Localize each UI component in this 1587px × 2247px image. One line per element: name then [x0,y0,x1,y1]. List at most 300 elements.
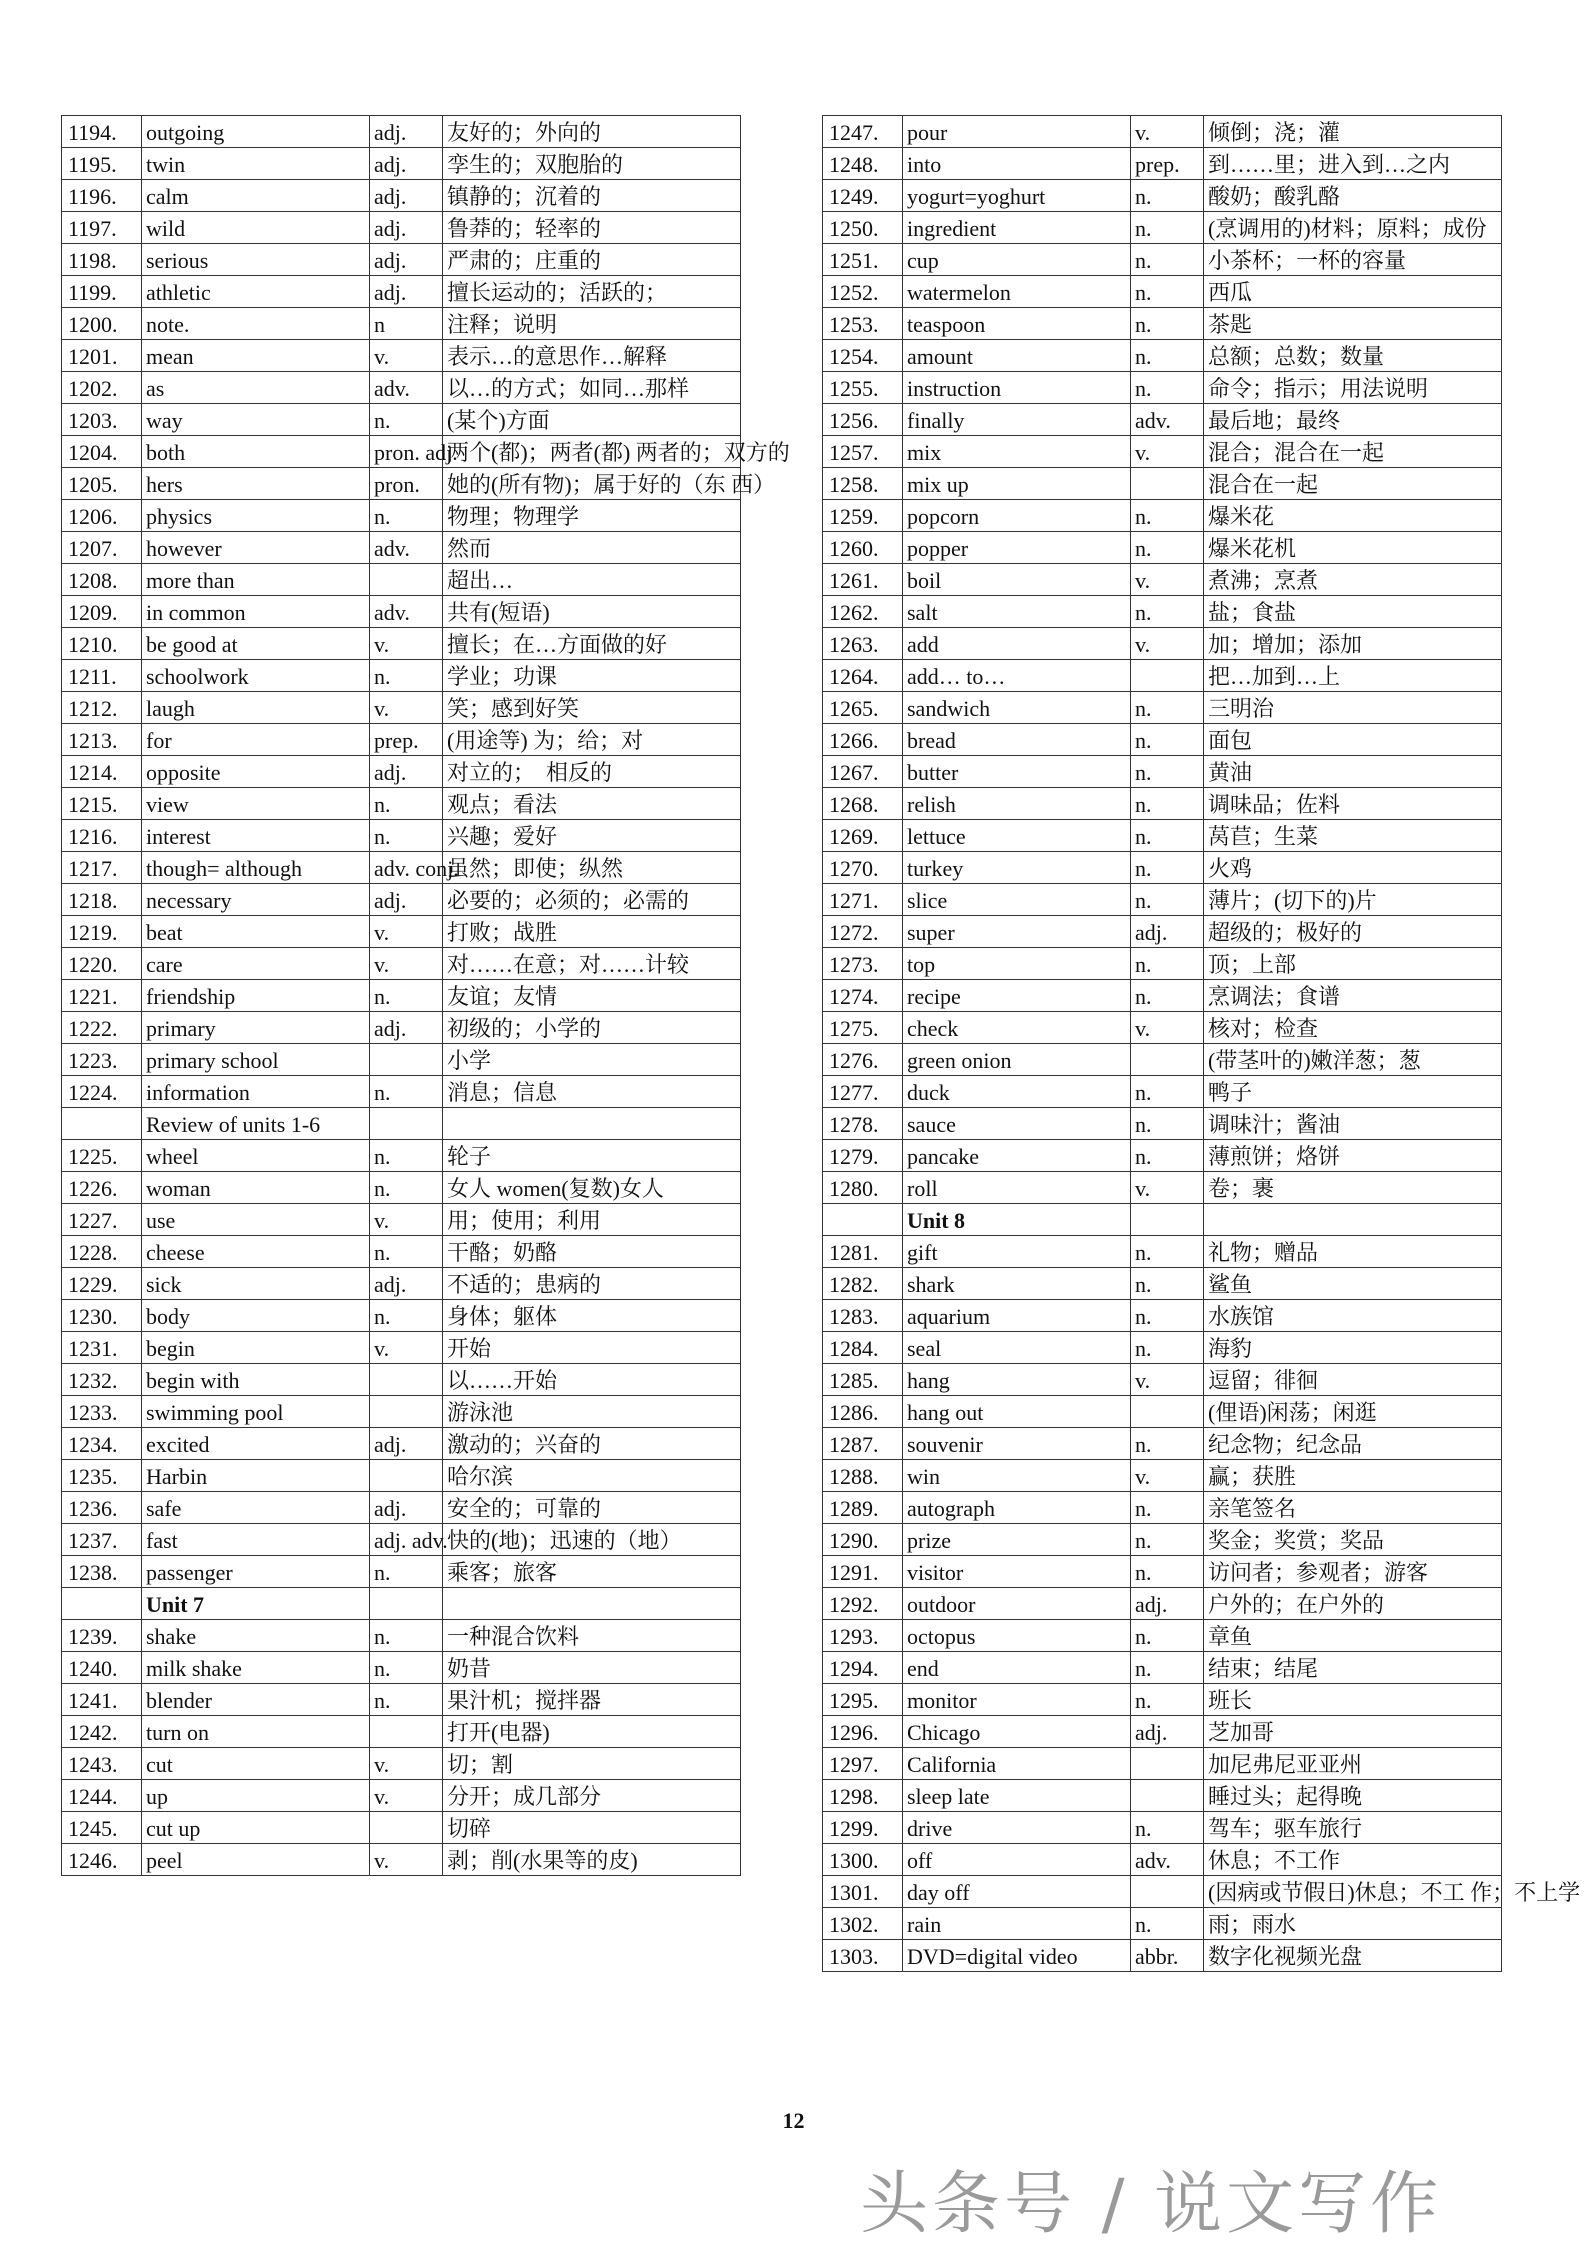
entry-part-of-speech: v. [370,628,443,660]
entry-meaning: 顶；上部 [1204,948,1502,980]
entry-meaning: 果汁机；搅拌器 [443,1684,741,1716]
entry-part-of-speech: adj. [370,244,443,276]
entry-number: 1290. [823,1524,903,1556]
entry-meaning: 以…的方式；如同…那样 [443,372,741,404]
entry-word: however [142,532,370,564]
entry-word: serious [142,244,370,276]
entry-word: salt [903,596,1131,628]
entry-meaning: (某个)方面 [443,404,741,436]
entry-number: 1199. [62,276,142,308]
table-row [62,1076,741,1108]
page-number: 12 [782,2108,805,2133]
table-row [62,1748,741,1780]
table-row [62,1012,741,1044]
entry-part-of-speech [1131,1204,1204,1236]
entry-word: souvenir [903,1428,1131,1460]
entry-word: rain [903,1908,1131,1940]
table-row [62,852,741,884]
entry-part-of-speech: v. [370,1844,443,1876]
entry-meaning: 鲨鱼 [1204,1268,1502,1300]
table-row [823,1044,1502,1076]
table-row [62,948,741,980]
table-row [823,1140,1502,1172]
entry-number: 1299. [823,1812,903,1844]
entry-number: 1235. [62,1460,142,1492]
entry-meaning: 核对；检查 [1204,1012,1502,1044]
table-row [62,276,741,308]
entry-word: California [903,1748,1131,1780]
entry-number: 1273. [823,948,903,980]
entry-word: schoolwork [142,660,370,692]
entry-word: begin with [142,1364,370,1396]
entry-part-of-speech: n. [1131,1108,1204,1140]
entry-word: finally [903,404,1131,436]
table-row [62,1684,741,1716]
table-row [823,372,1502,404]
entry-number: 1283. [823,1300,903,1332]
entry-meaning: 初级的；小学的 [443,1012,741,1044]
entry-part-of-speech: n. [1131,1812,1204,1844]
entry-meaning: 鲁莽的；轻率的 [443,212,741,244]
entry-meaning: 对……在意；对……计较 [443,948,741,980]
entry-part-of-speech: n. [1131,756,1204,788]
entry-meaning: (俚语)闲荡；闲逛 [1204,1396,1502,1428]
entry-part-of-speech: n. [1131,1524,1204,1556]
entry-word: calm [142,180,370,212]
entry-part-of-speech: abbr. [1131,1940,1204,1972]
entry-word: outdoor [903,1588,1131,1620]
entry-word: athletic [142,276,370,308]
entry-number: 1209. [62,596,142,628]
entry-word: Harbin [142,1460,370,1492]
entry-number: 1285. [823,1364,903,1396]
table-row [823,1908,1502,1940]
entry-meaning: 最后地；最终 [1204,404,1502,436]
entry-part-of-speech: adj. [370,1492,443,1524]
entry-word: butter [903,756,1131,788]
entry-word: turkey [903,852,1131,884]
table-row [823,500,1502,532]
entry-number: 1254. [823,340,903,372]
entry-part-of-speech: n. [1131,1908,1204,1940]
entry-word: fast [142,1524,370,1556]
entry-part-of-speech: n. [1131,340,1204,372]
table-row [823,660,1502,692]
entry-number: 1264. [823,660,903,692]
table-row [62,148,741,180]
entry-meaning [1204,1204,1502,1236]
entry-number: 1232. [62,1364,142,1396]
table-row [823,628,1502,660]
entry-meaning: 注释；说明 [443,308,741,340]
entry-part-of-speech: n. [1131,724,1204,756]
entry-meaning: 友谊；友情 [443,980,741,1012]
entry-part-of-speech: n. [1131,1236,1204,1268]
entry-number: 1233. [62,1396,142,1428]
entry-meaning: 纪念物；纪念品 [1204,1428,1502,1460]
entry-part-of-speech: adv. [1131,1844,1204,1876]
entry-word: use [142,1204,370,1236]
section-heading-row [823,1204,1502,1236]
table-row [823,1524,1502,1556]
entry-word: aquarium [903,1300,1131,1332]
entry-meaning: 户外的；在户外的 [1204,1588,1502,1620]
entry-part-of-speech: n. [1131,1492,1204,1524]
entry-part-of-speech [1131,468,1204,500]
table-row [62,1044,741,1076]
entry-number: 1247. [823,116,903,148]
entry-word: gift [903,1236,1131,1268]
table-row [62,1300,741,1332]
entry-word: as [142,372,370,404]
entry-word: note. [142,308,370,340]
entry-part-of-speech: n. [1131,1684,1204,1716]
table-row [62,1652,741,1684]
entry-meaning: 严肃的；庄重的 [443,244,741,276]
entry-number: 1270. [823,852,903,884]
entry-word: pancake [903,1140,1131,1172]
entry-number: 1222. [62,1012,142,1044]
entry-meaning: 休息；不工作 [1204,1844,1502,1876]
entry-meaning: 三明治 [1204,692,1502,724]
entry-part-of-speech: n. [1131,1268,1204,1300]
entry-part-of-speech: adj. adv. [370,1524,443,1556]
entry-word: add [903,628,1131,660]
table-row [823,1460,1502,1492]
entry-part-of-speech: prep. [370,724,443,756]
entry-part-of-speech: adj. [370,148,443,180]
entry-meaning: 把…加到…上 [1204,660,1502,692]
entry-part-of-speech: n. [1131,1332,1204,1364]
table-row [823,1332,1502,1364]
entry-part-of-speech: adj. [1131,1716,1204,1748]
entry-word: mean [142,340,370,372]
table-row [62,884,741,916]
entry-part-of-speech: n. [1131,596,1204,628]
entry-number: 1302. [823,1908,903,1940]
entry-meaning: 海豹 [1204,1332,1502,1364]
entry-number: 1228. [62,1236,142,1268]
entry-number: 1202. [62,372,142,404]
entry-number: 1267. [823,756,903,788]
entry-word: cut up [142,1812,370,1844]
entry-meaning: (带茎叶的)嫩洋葱；葱 [1204,1044,1502,1076]
entry-word: laugh [142,692,370,724]
entry-word: instruction [903,372,1131,404]
table-row [823,1364,1502,1396]
entry-word: Unit 8 [903,1204,1131,1236]
table-row [62,788,741,820]
table-row [823,1588,1502,1620]
entry-meaning: 以……开始 [443,1364,741,1396]
table-row [823,340,1502,372]
entry-part-of-speech [1131,1396,1204,1428]
entry-number [62,1588,142,1620]
entry-part-of-speech: adj. [370,756,443,788]
entry-part-of-speech: n. [1131,1300,1204,1332]
entry-part-of-speech: adv. conj. [370,852,443,884]
entry-word: boil [903,564,1131,596]
entry-number: 1245. [62,1812,142,1844]
entry-number: 1303. [823,1940,903,1972]
entry-number: 1261. [823,564,903,596]
table-row [62,1460,741,1492]
entry-part-of-speech: v. [370,340,443,372]
entry-number: 1277. [823,1076,903,1108]
entry-number: 1206. [62,500,142,532]
table-row [62,244,741,276]
entry-meaning: 超级的；极好的 [1204,916,1502,948]
entry-number: 1243. [62,1748,142,1780]
entry-part-of-speech: v. [370,692,443,724]
entry-number: 1296. [823,1716,903,1748]
entry-part-of-speech: n. [370,1140,443,1172]
table-row [823,884,1502,916]
table-row [823,116,1502,148]
entry-word: mix up [903,468,1131,500]
table-row [823,1012,1502,1044]
table-row [823,1300,1502,1332]
entry-part-of-speech [370,1812,443,1844]
entry-word: safe [142,1492,370,1524]
entry-meaning: 爆米花机 [1204,532,1502,564]
entry-number: 1213. [62,724,142,756]
entry-word: sandwich [903,692,1131,724]
table-row [823,1652,1502,1684]
entry-part-of-speech: adj. [370,180,443,212]
table-row [823,468,1502,500]
entry-meaning: 奶昔 [443,1652,741,1684]
entry-word: shark [903,1268,1131,1300]
entry-number: 1265. [823,692,903,724]
entry-number: 1223. [62,1044,142,1076]
entry-part-of-speech: adj. [370,1268,443,1300]
entry-meaning: 笑；感到好笑 [443,692,741,724]
entry-word: super [903,916,1131,948]
entry-part-of-speech [370,1364,443,1396]
entry-word: view [142,788,370,820]
entry-meaning: 对立的； 相反的 [443,756,741,788]
entry-number: 1242. [62,1716,142,1748]
entry-word: popcorn [903,500,1131,532]
entry-word: wheel [142,1140,370,1172]
table-row [62,532,741,564]
entry-meaning: 女人 women(复数)女人 [443,1172,741,1204]
entry-part-of-speech: adj. [370,1012,443,1044]
entry-meaning: 友好的；外向的 [443,116,741,148]
entry-meaning: 必要的；必须的；必需的 [443,884,741,916]
table-row [62,596,741,628]
entry-word: in common [142,596,370,628]
entry-word: mix [903,436,1131,468]
entry-word: hang [903,1364,1131,1396]
entry-meaning [443,1108,741,1140]
entry-number: 1300. [823,1844,903,1876]
entry-part-of-speech: n. [1131,852,1204,884]
entry-number: 1255. [823,372,903,404]
table-row [62,1236,741,1268]
entry-part-of-speech: n. [1131,212,1204,244]
entry-number: 1282. [823,1268,903,1300]
entry-meaning: 雨；雨水 [1204,1908,1502,1940]
table-row [823,1396,1502,1428]
entry-number: 1201. [62,340,142,372]
entry-part-of-speech: adj. [1131,1588,1204,1620]
entry-meaning: 兴趣；爱好 [443,820,741,852]
entry-word: octopus [903,1620,1131,1652]
table-row [62,1108,741,1140]
table-row [823,148,1502,180]
table-row [823,596,1502,628]
entry-part-of-speech: v. [370,916,443,948]
entry-meaning: 调味品；佐料 [1204,788,1502,820]
entry-part-of-speech [370,1716,443,1748]
entry-number: 1284. [823,1332,903,1364]
entry-part-of-speech: n. [370,1620,443,1652]
entry-meaning: 混合在一起 [1204,468,1502,500]
entry-part-of-speech: adv. [370,532,443,564]
table-row [62,1780,741,1812]
table-row [62,212,741,244]
table-row [62,756,741,788]
entry-number: 1238. [62,1556,142,1588]
table-row [823,1556,1502,1588]
entry-word: yogurt=yoghurt [903,180,1131,212]
entry-part-of-speech: n. [370,1652,443,1684]
entry-part-of-speech: adj. [370,212,443,244]
entry-meaning: 切碎 [443,1812,741,1844]
entry-number: 1241. [62,1684,142,1716]
entry-part-of-speech: adj. [370,116,443,148]
table-row [823,276,1502,308]
entry-meaning: 鸭子 [1204,1076,1502,1108]
entry-meaning: (因病或节假日)休息；不工 作；不上学 [1204,1876,1502,1908]
table-row [823,1748,1502,1780]
table-row [823,308,1502,340]
entry-number: 1217. [62,852,142,884]
table-row [62,1620,741,1652]
entry-word: information [142,1076,370,1108]
table-row [62,468,741,500]
entry-number: 1240. [62,1652,142,1684]
entry-number: 1246. [62,1844,142,1876]
entry-part-of-speech: adv. [370,372,443,404]
entry-number: 1263. [823,628,903,660]
entry-word: recipe [903,980,1131,1012]
entry-number: 1292. [823,1588,903,1620]
entry-part-of-speech: adj. [370,884,443,916]
entry-part-of-speech: n. [1131,1140,1204,1172]
table-row [62,1332,741,1364]
table-row [62,1844,741,1876]
entry-meaning: 镇静的；沉着的 [443,180,741,212]
table-row [62,1812,741,1844]
entry-number: 1279. [823,1140,903,1172]
entry-word: primary [142,1012,370,1044]
table-row [823,1108,1502,1140]
table-row [62,1524,741,1556]
entry-meaning: (用途等) 为；给；对 [443,724,741,756]
entry-number: 1205. [62,468,142,500]
entry-part-of-speech: n. [1131,1428,1204,1460]
table-row [823,724,1502,756]
entry-part-of-speech: n. [1131,372,1204,404]
table-row [62,628,741,660]
entry-number: 1237. [62,1524,142,1556]
entry-part-of-speech: v. [1131,1172,1204,1204]
table-row [62,1172,741,1204]
entry-part-of-speech: n. [1131,308,1204,340]
entry-number: 1251. [823,244,903,276]
entry-meaning: 哈尔滨 [443,1460,741,1492]
entry-number: 1208. [62,564,142,596]
table-row [823,244,1502,276]
entry-meaning: 卷；裹 [1204,1172,1502,1204]
entry-part-of-speech: n [370,308,443,340]
entry-number: 1195. [62,148,142,180]
entry-part-of-speech: adv. [1131,404,1204,436]
entry-meaning: 访问者；参观者；游客 [1204,1556,1502,1588]
entry-part-of-speech: n. [1131,180,1204,212]
entry-number: 1221. [62,980,142,1012]
entry-word: begin [142,1332,370,1364]
entry-word: drive [903,1812,1131,1844]
entry-number: 1220. [62,948,142,980]
entry-part-of-speech: n. [1131,884,1204,916]
table-row [62,308,741,340]
table-row [62,980,741,1012]
entry-part-of-speech: n. [370,500,443,532]
entry-meaning: 黄油 [1204,756,1502,788]
entry-number: 1239. [62,1620,142,1652]
entry-meaning: 共有(短语) [443,596,741,628]
entry-word: necessary [142,884,370,916]
table-row [62,1428,741,1460]
entry-part-of-speech: v. [1131,564,1204,596]
entry-number: 1196. [62,180,142,212]
table-row [823,1236,1502,1268]
entry-number: 1250. [823,212,903,244]
table-row [823,820,1502,852]
entry-meaning: (烹调用的)材料；原料；成份 [1204,212,1502,244]
entry-meaning: 调味汁；酱油 [1204,1108,1502,1140]
entry-number: 1231. [62,1332,142,1364]
entry-part-of-speech: n. [1131,788,1204,820]
entry-number: 1226. [62,1172,142,1204]
entry-word: popper [903,532,1131,564]
entry-word: more than [142,564,370,596]
entry-word: pour [903,116,1131,148]
entry-meaning: 切；割 [443,1748,741,1780]
entry-number: 1258. [823,468,903,500]
table-row [823,404,1502,436]
entry-part-of-speech: pron. [370,468,443,500]
entry-part-of-speech: n. [1131,500,1204,532]
entry-meaning: 两个(都)；两者(都) 两者的；双方的 [443,436,741,468]
table-row [823,1620,1502,1652]
entry-word: ingredient [903,212,1131,244]
entry-part-of-speech: n. [370,660,443,692]
entry-word: teaspoon [903,308,1131,340]
entry-meaning: 亲笔签名 [1204,1492,1502,1524]
entry-word: though= although [142,852,370,884]
entry-meaning: 剥；削(水果等的皮) [443,1844,741,1876]
entry-part-of-speech [370,1396,443,1428]
entry-number: 1227. [62,1204,142,1236]
entry-part-of-speech: n. [1131,532,1204,564]
entry-number: 1210. [62,628,142,660]
entry-part-of-speech: n. [370,1172,443,1204]
